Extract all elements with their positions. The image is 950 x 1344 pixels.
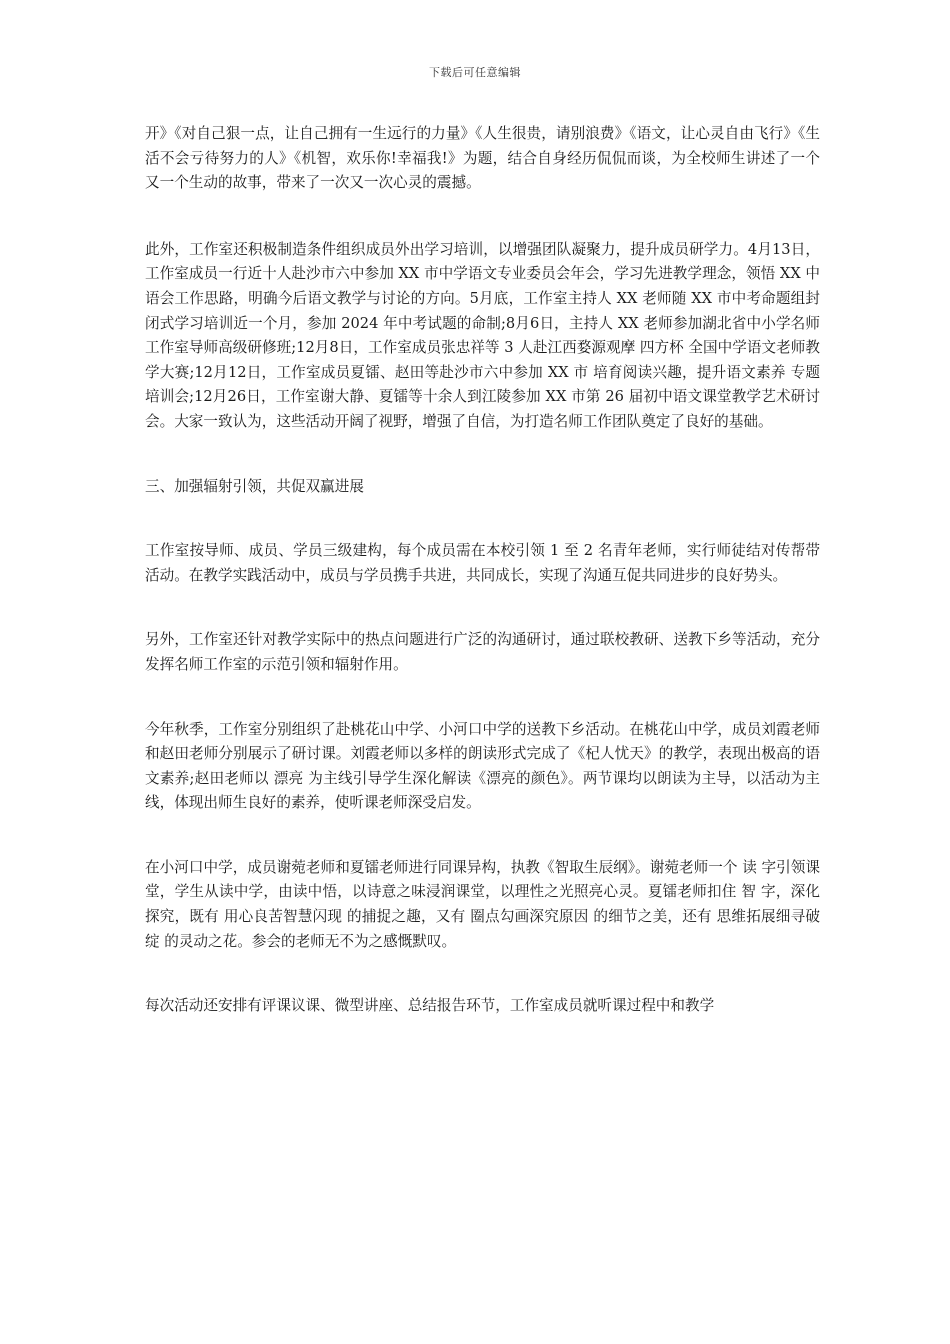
paragraph-3: 工作室按导师、成员、学员三级建构，每个成员需在本校引领 1 至 2 名青年老师，实行师徒结对传帮带活动。在教学实践活动中，成员与学员携手共进，共同成长，实现了沟通互促共同进步的良好势头。: [145, 542, 820, 584]
paragraph-2: 此外，工作室还积极制造条件组织成员外出学习培训，以增强团队凝聚力，提升成员研学力。4月13日，工作室成员一行近十人赴沙市六中参加 XX 市中学语文专业委员会年会，学习先进教学理念，领悟 XX 中语会工作思路，明确今后语文教学与讨论的方向。5月底，工作室主持人 XX 老师随 XX 市中考命题组封闭式学习培训近一个月，参加 2024 年中考试题的命制;8月6日，主持人 XX 老师参加湖北省中小学名师工作室导师高级研修班;12月8日，工作室成员张忠祥等 3 人赴江西婺源观摩 四方杯 全国中学语文老师教学大赛;12月12日，工作室成员夏镭、赵田等赴沙市六中参加 XX 市 培育阅读兴趣，提升语文素养 专题培训会;12月26日，工作室谢大静、夏镭等十余人到江陵参加 XX 市第 26 届初中语文课堂教学艺术研讨会。大家一致认为，这些活动开阔了视野，增强了自信，为打造名师工作团队奠定了良好的基础。: [145, 240, 820, 430]
page-header: 下载后可任意编辑: [429, 66, 521, 79]
section-heading: 三、加强辐射引领，共促双赢进展: [145, 477, 364, 495]
document-body: [145, 122, 820, 1019]
paragraph-4: 另外，工作室还针对教学实际中的热点问题进行广泛的沟通研讨，通过联校教研、送教下乡等活动，充分发挥名师工作室的示范引领和辐射作用。: [145, 631, 820, 673]
paragraph-6: 在小河口中学，成员谢菀老师和夏镭老师进行同课异构，执教《智取生辰纲》。谢菀老师一个 读 字引领课堂，学生从读中学，由读中悟，以诗意之味浸润课堂，以理性之光照亮心灵。夏镭老师扣住 智 字，深化探究，既有 用心良苦智慧闪现 的捕捉之趣，又有 圈点勾画深究原因 的细节之美，还有 思维拓展细寻破绽 的灵动之花。参会的老师无不为之感慨默叹。: [145, 858, 820, 950]
paragraph-7: 每次活动还安排有评课议课、微型讲座、总结报告环节，工作室成员就听课过程中和教学: [145, 997, 715, 1015]
paragraph-5: 今年秋季，工作室分别组织了赴桃花山中学、小河口中学的送教下乡活动。在桃花山中学，成员刘霞老师和赵田老师分别展示了研讨课。刘霞老师以多样的朗读形式完成了《杞人忧天》的教学，表现出极高的语文素养;赵田老师以 漂亮 为主线引导学生深化解读《漂亮的颜色》。两节课均以朗读为主导，以活动为主线，体现出师生良好的素养，使听课老师深受启发。: [145, 720, 820, 812]
paragraph-1: 开》《对自己狠一点，让自己拥有一生远行的力量》《人生很贵，请别浪费》《语文，让心灵自由飞行》《生活不会亏待努力的人》《机智，欢乐你!幸福我!》为题，结合自身经历侃侃而谈，为全校师生讲述了一个又一个生动的故事，带来了一次又一次心灵的震撼。: [145, 125, 820, 192]
